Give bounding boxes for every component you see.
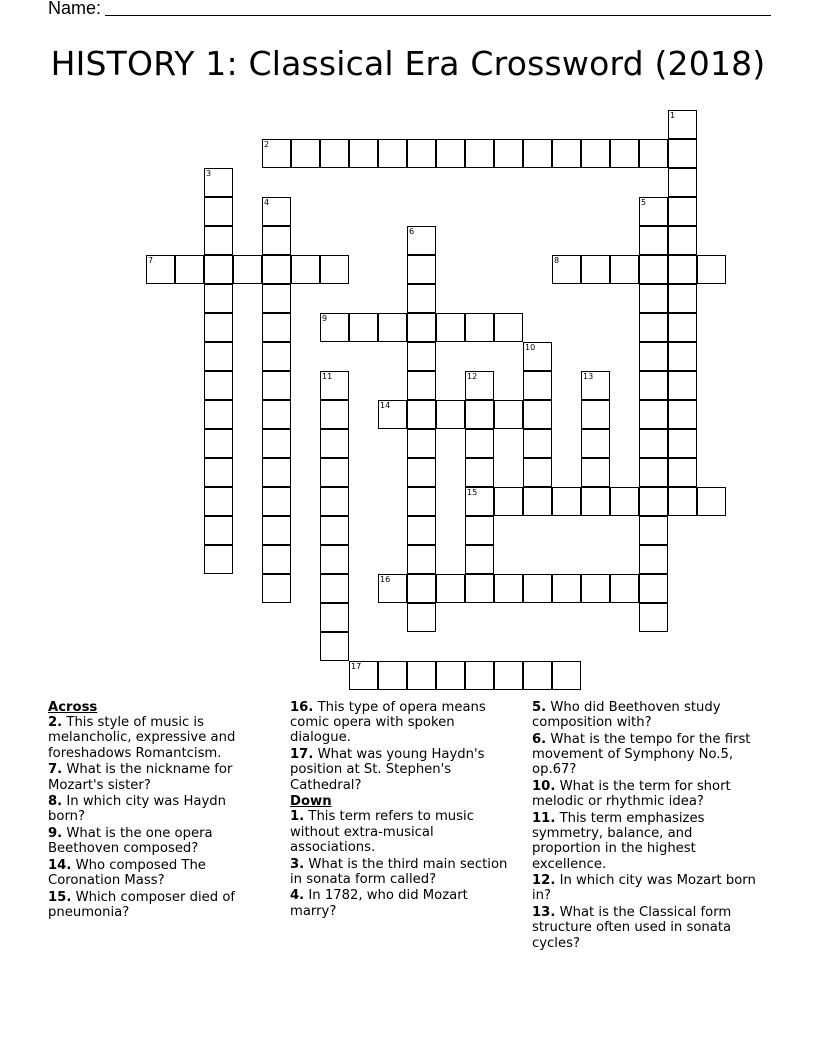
- clue-number: 14: [380, 401, 391, 410]
- clue-number-label: 2.: [48, 715, 63, 731]
- grid-cell[interactable]: [407, 139, 436, 168]
- grid-cell[interactable]: [465, 139, 494, 168]
- grid-cell[interactable]: [465, 400, 494, 429]
- clue-number-label: 11.: [532, 810, 556, 826]
- grid-cell[interactable]: [320, 487, 349, 516]
- clue-number-label: 10.: [532, 779, 556, 795]
- clue-text: Which composer died of pneumonia?: [48, 889, 236, 921]
- clue-number: 15: [467, 488, 478, 497]
- grid-cell[interactable]: [552, 487, 581, 516]
- grid-cell[interactable]: [204, 284, 233, 313]
- clue-number-label: 15.: [48, 889, 72, 905]
- grid-cell[interactable]: [146, 255, 175, 284]
- grid-cell[interactable]: [465, 429, 494, 458]
- grid-cell[interactable]: [465, 661, 494, 690]
- grid-cell[interactable]: [407, 313, 436, 342]
- grid-cell[interactable]: [436, 313, 465, 342]
- clue-item: [48, 794, 260, 824]
- grid-cell[interactable]: [639, 226, 668, 255]
- grid-cell[interactable]: [668, 284, 697, 313]
- grid-cell[interactable]: [581, 371, 610, 400]
- page-title: HISTORY 1: Classical Era Crossword (2018): [50, 44, 766, 83]
- clue-item: [532, 873, 762, 903]
- clue-item: [48, 890, 260, 920]
- clue-number-label: 1.: [290, 809, 305, 825]
- clue-section-heading: Across: [48, 700, 98, 715]
- grid-cell[interactable]: [465, 458, 494, 487]
- grid-cell[interactable]: [436, 139, 465, 168]
- clue-column-3: [532, 700, 762, 952]
- grid-cell[interactable]: [668, 371, 697, 400]
- grid-cell[interactable]: [349, 313, 378, 342]
- grid-cell[interactable]: [465, 574, 494, 603]
- grid-cell[interactable]: [204, 400, 233, 429]
- clue-number-label: 6.: [532, 731, 547, 747]
- clue-number-label: 4.: [290, 888, 305, 904]
- grid-cell[interactable]: [465, 487, 494, 516]
- grid-cell[interactable]: [407, 661, 436, 690]
- grid-cell[interactable]: [262, 458, 291, 487]
- grid-cell[interactable]: [204, 458, 233, 487]
- clue-number: 13: [583, 372, 594, 381]
- clue-item: [48, 858, 260, 888]
- grid-cell[interactable]: [668, 400, 697, 429]
- grid-cell[interactable]: [581, 255, 610, 284]
- grid-cell[interactable]: [639, 545, 668, 574]
- grid-cell[interactable]: [262, 371, 291, 400]
- clue-text: What is the Classical form structure often used in sonata cycles?: [532, 905, 732, 951]
- grid-cell[interactable]: [581, 574, 610, 603]
- grid-cell[interactable]: [552, 255, 581, 284]
- grid-cell[interactable]: [610, 487, 639, 516]
- grid-cell[interactable]: [204, 371, 233, 400]
- grid-cell[interactable]: [204, 516, 233, 545]
- grid-cell[interactable]: [262, 574, 291, 603]
- clue-text: What is the nickname for Mozart's sister?: [48, 762, 233, 793]
- grid-cell[interactable]: [407, 603, 436, 632]
- grid-cell[interactable]: [320, 400, 349, 429]
- grid-cell[interactable]: [494, 400, 523, 429]
- grid-cell[interactable]: [407, 255, 436, 284]
- grid-cell[interactable]: [494, 574, 523, 603]
- clue-number-label: 8.: [48, 794, 63, 810]
- grid-cell[interactable]: [668, 342, 697, 371]
- clue-item: [290, 857, 510, 887]
- grid-cell[interactable]: [378, 661, 407, 690]
- clue-text: Who did Beethoven study composition with?: [532, 700, 721, 731]
- clue-text: What is the tempo for the first movement of Symphony No.5, op.67?: [532, 731, 751, 778]
- grid-cell[interactable]: [523, 400, 552, 429]
- grid-cell[interactable]: [639, 197, 668, 226]
- grid-cell[interactable]: [262, 429, 291, 458]
- grid-cell[interactable]: [378, 574, 407, 603]
- grid-cell[interactable]: [407, 342, 436, 371]
- grid-cell[interactable]: [204, 313, 233, 342]
- grid-cell[interactable]: [204, 255, 233, 284]
- grid-cell[interactable]: [262, 284, 291, 313]
- grid-cell[interactable]: [668, 313, 697, 342]
- grid-cell[interactable]: [668, 458, 697, 487]
- clue-number: 11: [322, 372, 333, 381]
- clue-number: 12: [467, 372, 478, 381]
- grid-cell[interactable]: [262, 197, 291, 226]
- grid-cell[interactable]: [262, 313, 291, 342]
- grid-cell[interactable]: [581, 429, 610, 458]
- grid-cell[interactable]: [407, 429, 436, 458]
- clue-number-label: 17.: [290, 747, 314, 763]
- clue-number: 2: [264, 140, 270, 149]
- clue-text: This type of opera means comic opera with spoken dialogue.: [290, 700, 486, 746]
- grid-cell[interactable]: [407, 458, 436, 487]
- clue-number: 17: [351, 662, 362, 671]
- grid-cell[interactable]: [581, 400, 610, 429]
- grid-cell[interactable]: [523, 574, 552, 603]
- clue-number: 8: [554, 256, 560, 265]
- clue-number-label: 5.: [532, 700, 547, 715]
- grid-cell[interactable]: [639, 429, 668, 458]
- grid-cell[interactable]: [523, 487, 552, 516]
- grid-cell[interactable]: [407, 574, 436, 603]
- grid-cell[interactable]: [320, 313, 349, 342]
- grid-cell[interactable]: [204, 197, 233, 226]
- grid-cell[interactable]: [407, 516, 436, 545]
- clue-item: [290, 888, 510, 918]
- grid-cell[interactable]: [494, 313, 523, 342]
- grid-cell[interactable]: [465, 313, 494, 342]
- clue-item: [290, 700, 510, 746]
- grid-cell[interactable]: [465, 371, 494, 400]
- grid-cell[interactable]: [668, 226, 697, 255]
- grid-cell[interactable]: [204, 487, 233, 516]
- grid-cell[interactable]: [668, 139, 697, 168]
- grid-cell[interactable]: [552, 574, 581, 603]
- clue-number: 9: [322, 314, 328, 323]
- clue-item: [48, 826, 260, 856]
- grid-cell[interactable]: [552, 139, 581, 168]
- clue-item: [532, 811, 762, 872]
- clue-number-label: 7.: [48, 762, 63, 778]
- clue-number: 5: [641, 198, 647, 207]
- clue-number: 7: [148, 256, 154, 265]
- grid-cell[interactable]: [204, 545, 233, 574]
- clue-text: In 1782, who did Mozart marry?: [290, 888, 468, 919]
- clue-column-1: [48, 700, 260, 922]
- clue-text: This term refers to music without extra-musical associations.: [290, 809, 474, 855]
- grid-cell[interactable]: [262, 545, 291, 574]
- grid-cell[interactable]: [581, 458, 610, 487]
- grid-cell[interactable]: [320, 545, 349, 574]
- grid-cell[interactable]: [407, 545, 436, 574]
- grid-cell[interactable]: [320, 255, 349, 284]
- clue-number: 6: [409, 227, 415, 236]
- grid-cell[interactable]: [436, 574, 465, 603]
- clue-number: 16: [380, 575, 391, 584]
- grid-cell[interactable]: [349, 661, 378, 690]
- grid-cell[interactable]: [639, 458, 668, 487]
- grid-cell[interactable]: [233, 255, 262, 284]
- grid-cell[interactable]: [320, 429, 349, 458]
- grid-cell[interactable]: [639, 371, 668, 400]
- clue-text: In which city was Haydn born?: [48, 794, 226, 825]
- grid-cell[interactable]: [436, 661, 465, 690]
- clue-number-label: 16.: [290, 700, 314, 715]
- grid-cell[interactable]: [436, 400, 465, 429]
- clue-number-label: 3.: [290, 856, 305, 872]
- grid-cell[interactable]: [523, 139, 552, 168]
- grid-cell[interactable]: [320, 632, 349, 661]
- grid-cell[interactable]: [668, 197, 697, 226]
- clue-number: 1: [670, 111, 676, 120]
- grid-cell[interactable]: [639, 603, 668, 632]
- clue-item: [532, 905, 762, 951]
- grid-cell[interactable]: [668, 255, 697, 284]
- grid-cell[interactable]: [523, 371, 552, 400]
- grid-cell[interactable]: [639, 313, 668, 342]
- grid-cell[interactable]: [407, 487, 436, 516]
- grid-cell[interactable]: [204, 429, 233, 458]
- grid-cell[interactable]: [639, 516, 668, 545]
- grid-cell[interactable]: [262, 400, 291, 429]
- grid-cell[interactable]: [320, 516, 349, 545]
- grid-cell[interactable]: [320, 371, 349, 400]
- grid-cell[interactable]: [407, 226, 436, 255]
- clue-text: What was young Haydn's position at St. Stephen's Cathedral?: [290, 747, 485, 793]
- grid-cell[interactable]: [639, 342, 668, 371]
- grid-cell[interactable]: [494, 139, 523, 168]
- grid-cell[interactable]: [697, 255, 726, 284]
- clue-item: [290, 809, 510, 855]
- clue-column-2: [290, 700, 510, 920]
- grid-cell[interactable]: [639, 255, 668, 284]
- grid-cell[interactable]: [204, 168, 233, 197]
- name-label: Name:: [48, 0, 102, 18]
- grid-cell[interactable]: [320, 139, 349, 168]
- grid-cell[interactable]: [668, 168, 697, 197]
- grid-cell[interactable]: [639, 400, 668, 429]
- grid-cell[interactable]: [668, 110, 697, 139]
- grid-cell[interactable]: [407, 400, 436, 429]
- clue-text: In which city was Mozart born in?: [532, 873, 756, 904]
- clue-number-label: 9.: [48, 826, 63, 842]
- clue-number: 10: [525, 343, 536, 352]
- clue-item: [290, 747, 510, 793]
- clue-number-label: 13.: [532, 905, 556, 921]
- grid-cell[interactable]: [465, 545, 494, 574]
- grid-cell[interactable]: [262, 516, 291, 545]
- grid-cell[interactable]: [291, 139, 320, 168]
- grid-cell[interactable]: [697, 487, 726, 516]
- grid-cell[interactable]: [291, 255, 320, 284]
- grid-cell[interactable]: [639, 284, 668, 313]
- grid-cell[interactable]: [378, 313, 407, 342]
- grid-cell[interactable]: [262, 226, 291, 255]
- clue-text: What is the one opera Beethoven composed?: [48, 826, 213, 857]
- grid-cell[interactable]: [523, 342, 552, 371]
- grid-cell[interactable]: [262, 255, 291, 284]
- grid-cell[interactable]: [320, 458, 349, 487]
- clue-number: 4: [264, 198, 270, 207]
- grid-cell[interactable]: [204, 226, 233, 255]
- clue-text: This term emphasizes symmetry, balance, and proportion in the highest excellence.: [532, 810, 705, 872]
- grid-cell[interactable]: [581, 487, 610, 516]
- grid-cell[interactable]: [349, 139, 378, 168]
- grid-cell[interactable]: [378, 139, 407, 168]
- clue-item: [532, 732, 762, 778]
- clue-text: What is the term for short melodic or rhythmic idea?: [532, 779, 731, 810]
- grid-cell[interactable]: [610, 255, 639, 284]
- grid-cell[interactable]: [320, 603, 349, 632]
- clue-item: [48, 762, 260, 792]
- grid-cell[interactable]: [320, 574, 349, 603]
- clue-item: [48, 715, 260, 761]
- grid-cell[interactable]: [407, 371, 436, 400]
- grid-cell[interactable]: [523, 429, 552, 458]
- clue-number-label: 14.: [48, 858, 72, 874]
- grid-cell[interactable]: [494, 661, 523, 690]
- grid-cell[interactable]: [494, 487, 523, 516]
- grid-cell[interactable]: [639, 574, 668, 603]
- grid-cell[interactable]: [668, 487, 697, 516]
- grid-cell[interactable]: [581, 139, 610, 168]
- grid-cell[interactable]: [610, 574, 639, 603]
- grid-cell[interactable]: [668, 429, 697, 458]
- grid-cell[interactable]: [175, 255, 204, 284]
- clue-text: Who composed The Coronation Mass?: [48, 858, 206, 889]
- clue-item: [532, 779, 762, 809]
- clue-number: 3: [206, 169, 212, 178]
- grid-cell[interactable]: [378, 400, 407, 429]
- grid-cell[interactable]: [523, 661, 552, 690]
- grid-cell[interactable]: [204, 342, 233, 371]
- grid-cell[interactable]: [552, 661, 581, 690]
- clue-section-heading: Down: [290, 794, 332, 810]
- grid-cell[interactable]: [262, 139, 291, 168]
- grid-cell[interactable]: [523, 458, 552, 487]
- grid-cell[interactable]: [465, 516, 494, 545]
- clue-text: This style of music is melancholic, expressive and foreshadows Romantcism.: [48, 715, 236, 761]
- grid-cell[interactable]: [639, 487, 668, 516]
- clue-text: What is the third main section in sonata form called?: [290, 856, 508, 887]
- clue-number-label: 12.: [532, 873, 556, 889]
- grid-cell[interactable]: [639, 139, 668, 168]
- grid-cell[interactable]: [262, 342, 291, 371]
- clue-item: [532, 700, 762, 730]
- grid-cell[interactable]: [262, 487, 291, 516]
- grid-cell[interactable]: [610, 139, 639, 168]
- grid-cell[interactable]: [407, 284, 436, 313]
